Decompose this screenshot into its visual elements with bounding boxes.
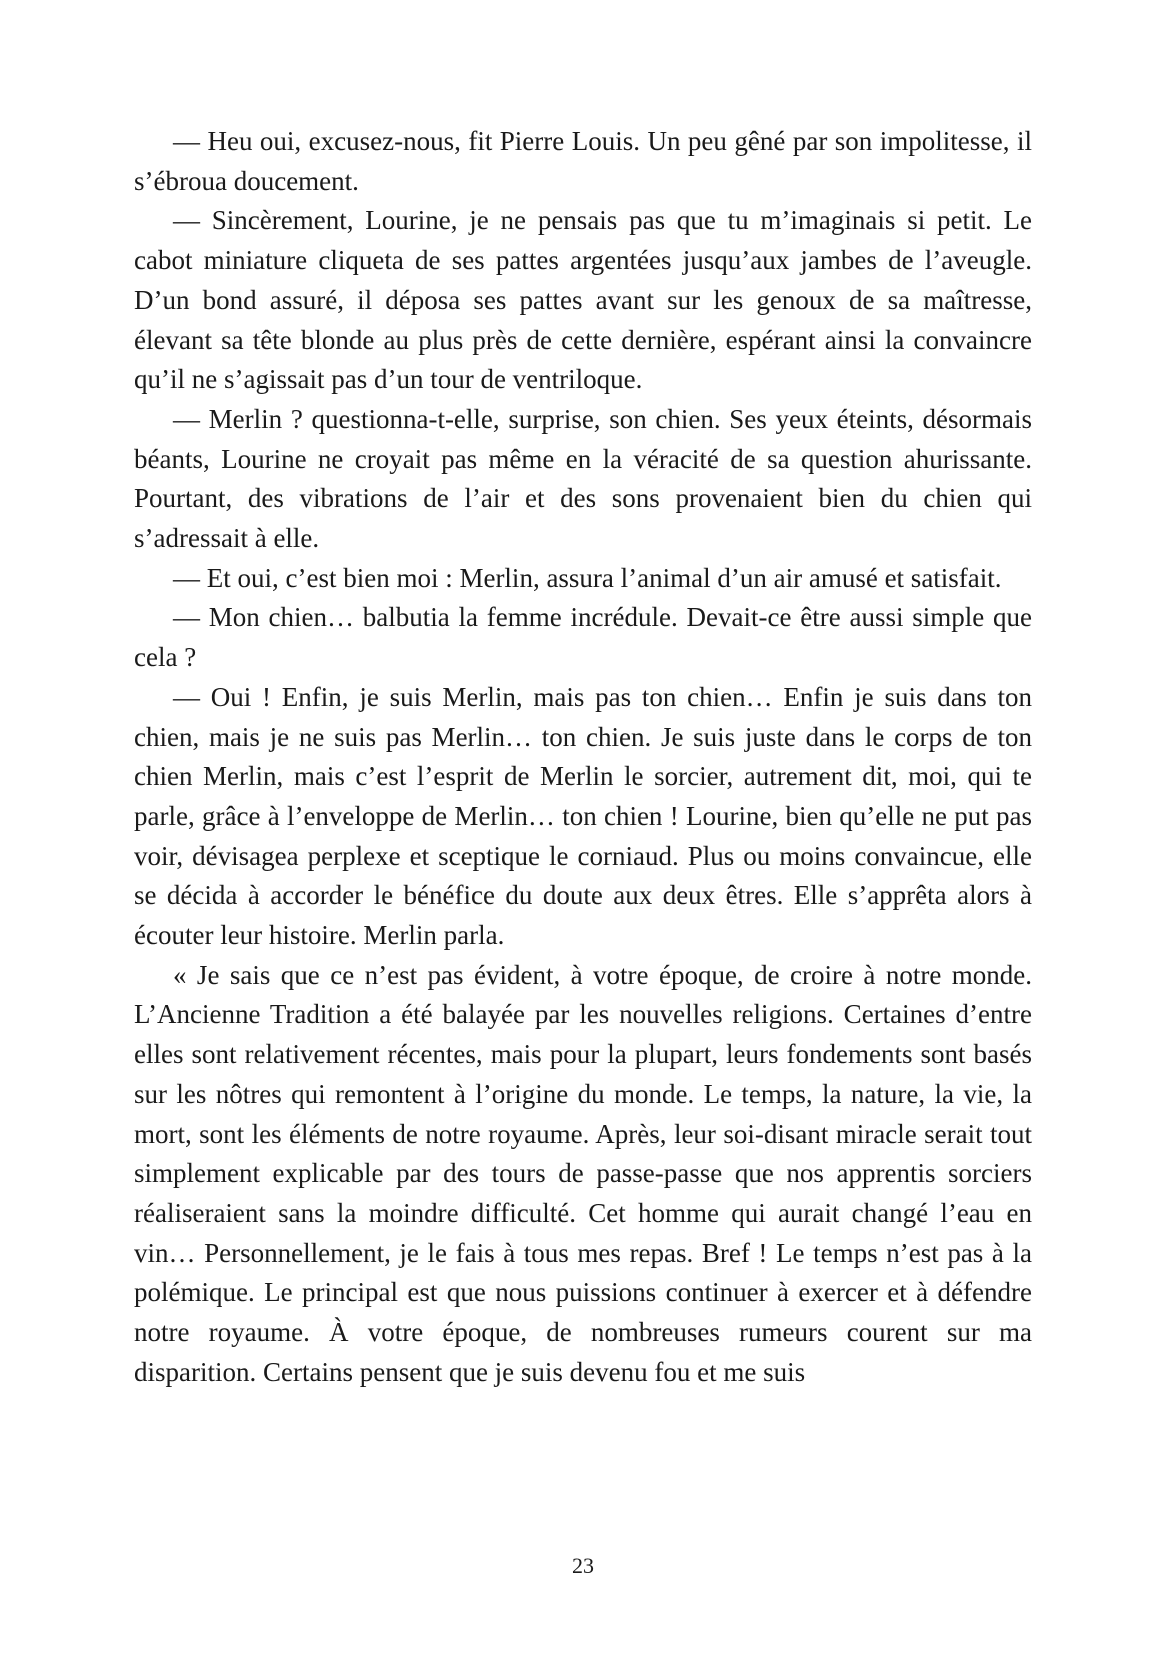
paragraph: — Heu oui, excusez-nous, fit Pierre Louis. Un peu gêné par son impolitesse, il s’ébroua doucement.: [134, 126, 1032, 196]
page-number: 23: [572, 1553, 594, 1578]
paragraph: — Mon chien… balbutia la femme incrédule. Devait-ce être aussi simple que cela ?: [134, 602, 1032, 673]
paragraph: — Sincèrement, Lourine, je ne pensais pas que tu m’imaginais si petit. Le cabot miniature cliqueta de ses pattes argentées jusqu’aux jambes de l’aveugle. D’un bond assuré, il déposa ses pattes avant sur les genoux de sa maîtresse, élevant sa tête blonde au plus près de cette dernière, espérant ainsi la convaincre qu’il ne s’agissait pas d’un tour de ventriloque.: [134, 205, 1032, 395]
paragraph: — Et oui, c’est bien moi : Merlin, assura l’animal d’un air amusé et satisfait.: [173, 562, 1002, 593]
body-text: [134, 122, 1032, 1393]
paragraph: — Merlin ? questionna-t-elle, surprise, son chien. Ses yeux éteints, désormais béants, Lourine ne croyait pas même en la véracité de sa question ahurissante. Pourtant, des vibrations de l’air et des sons provenaient bien du chien qui s’adressait à elle.: [134, 403, 1032, 554]
paragraph: — Oui ! Enfin, je suis Merlin, mais pas ton chien… Enfin je suis dans ton chien, mais je ne suis pas Merlin… ton chien. Je suis juste dans le corps de ton chien Merlin, mais c’est l’esprit de Merlin le sorcier, autrement dit, moi, qui te parle, grâce à l’enveloppe de Merlin… ton chien ! Lourine, bien qu’elle ne put pas voir, dévisagea perplexe et sceptique le corniaud. Plus ou moins convaincue, elle se décida à accorder le bénéfice du doute aux deux êtres. Elle s’apprêta alors à écouter leur histoire. Merlin parla.: [134, 681, 1032, 951]
paragraph: « Je sais que ce n’est pas évident, à votre époque, de croire à notre monde. L’Ancienne Tradition a été balayée par les nouvelles religions. Certaines d’entre elles sont relativement récentes, mais pour la plupart, leurs fondements sont basés sur les nôtres qui remontent à l’origine du monde. Le temps, la nature, la vie, la mort, sont les éléments de notre royaume. Après, leur soi-disant miracle serait tout simplement explicable par des tours de passe-passe que nos apprentis sorciers réaliseraient sans la moindre difficulté. Cet homme qui aurait changé l’eau en vin… Personnellement, je le fais à tous mes repas. Bref ! Le temps n’est pas à la polémique. Le principal est que nous puissions continuer à exercer et à défendre notre royaume. À votre époque, de nombreuses rumeurs courent sur ma disparition. Certains pensent que je suis devenu fou et me suis: [134, 959, 1032, 1387]
